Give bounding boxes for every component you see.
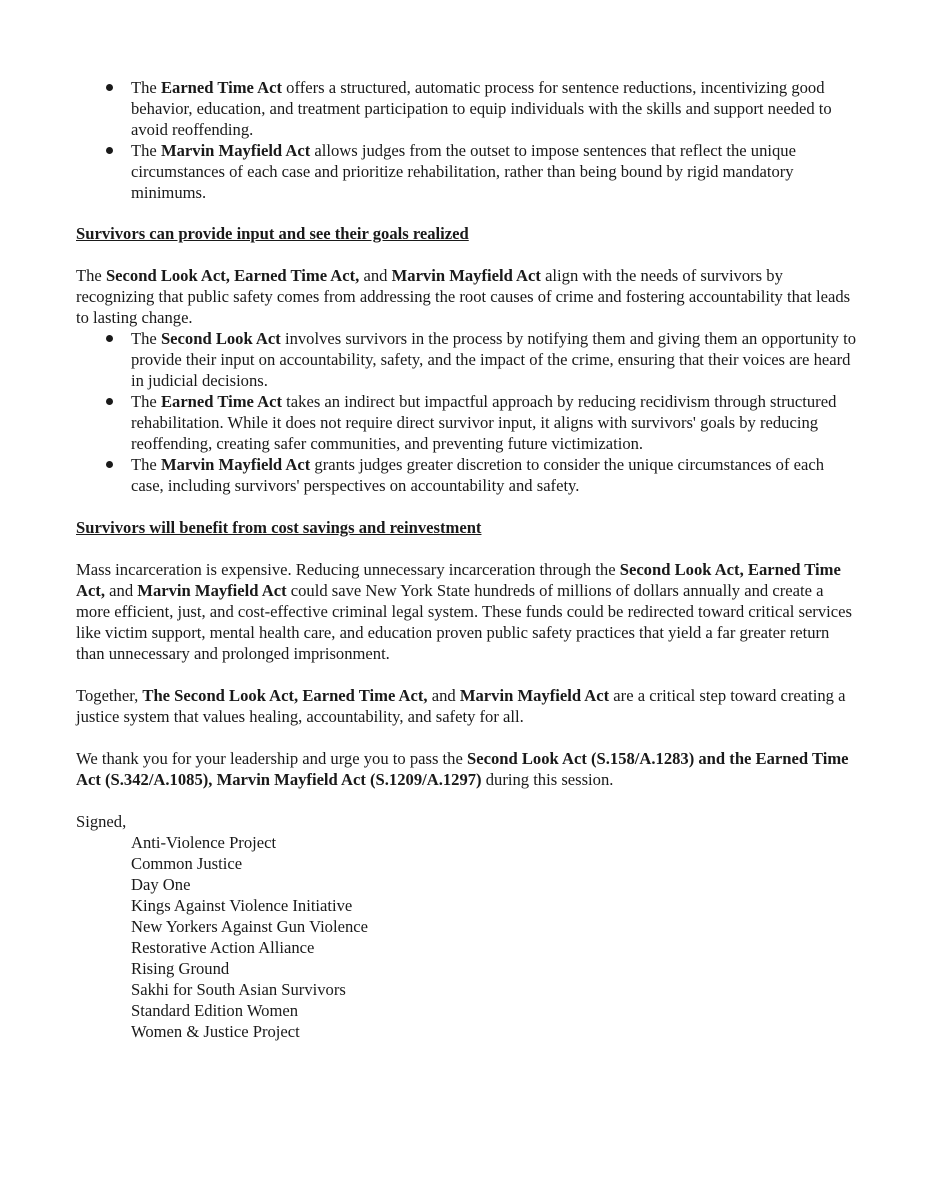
thanks-paragraph: We thank you for your leadership and urge you to pass the Second Look Act (S.158/A.1283) and the Earned Time Act (S.342/A.1085), Marvin Mayfield Act (S.1209/A.1297) during this session. (76, 749, 849, 789)
signatory-org: Common Justice (131, 854, 243, 873)
bullet-dot-icon (106, 335, 113, 342)
section-heading-cost-savings: Survivors will benefit from cost savings and reinvestment (76, 518, 482, 537)
signatory-org: Rising Ground (131, 959, 230, 978)
section-heading-survivor-input: Survivors can provide input and see their goals realized (76, 224, 469, 243)
bullet-dot-icon (106, 461, 113, 468)
bullet-dot-icon (106, 398, 113, 405)
bullet-earned-time: The Earned Time Act takes an indirect but impactful approach by reducing recidivism through structured rehabilitation. While it does not require direct survivor input, it aligns with survivors' goals by reducing reoffending, creating safer communities, and preventing future victimization. (76, 391, 856, 454)
signatory-org: Anti-Violence Project (131, 833, 277, 852)
signatory-org: Sakhi for South Asian Survivors (131, 980, 346, 999)
signatory-org: Restorative Action Alliance (131, 938, 315, 957)
bullet-earned-time: The Earned Time Act offers a structured, automatic process for sentence reductions, incentivizing good behavior, education, and treatment participation to equip individuals with the skills and support needed to avoid reoffending. (76, 77, 856, 140)
bullet-dot-icon (106, 147, 113, 154)
signed-label: Signed, (76, 812, 127, 831)
bullet-marvin-mayfield: The Marvin Mayfield Act grants judges greater discretion to consider the unique circumstances of each case, including survivors' perspectives on accountability and safety. (76, 454, 856, 496)
section2-paragraph: Mass incarceration is expensive. Reducing unnecessary incarceration through the Second Look Act, Earned Time Act, and Marvin Mayfield Act could save New York State hundreds of millions of dollars annually and create a more efficient, just, and cost-effective criminal legal system. These funds could be redirected toward critical services like victim support, mental health care, and education proven public safety practices that yield a far greater return than unnecessary and prolonged imprisonment. (76, 560, 852, 663)
top-bullet-list (76, 77, 856, 203)
signatory-org: Women & Justice Project (131, 1022, 300, 1041)
bullet-second-look: The Second Look Act involves survivors in the process by notifying them and giving them an opportunity to provide their input on accountability, safety, and the impact of the crime, ensuring that their voices are heard in judicial decisions. (76, 328, 856, 391)
signatory-org: New Yorkers Against Gun Violence (131, 917, 368, 936)
signatory-list (76, 832, 856, 1042)
signatory-org: Standard Edition Women (131, 1001, 299, 1020)
letter-page (76, 77, 856, 1042)
together-paragraph: Together, The Second Look Act, Earned Time Act, and Marvin Mayfield Act are a critical step toward creating a justice system that values healing, accountability, and safety for all. (76, 686, 846, 726)
section1-bullet-list (76, 328, 856, 496)
bullet-dot-icon (106, 84, 113, 91)
section1-intro: The Second Look Act, Earned Time Act, and Marvin Mayfield Act align with the needs of survivors by recognizing that public safety comes from addressing the root causes of crime and fostering accountability that leads to lasting change. (76, 266, 851, 327)
signatory-org: Day One (131, 875, 191, 894)
bullet-marvin-mayfield: The Marvin Mayfield Act allows judges from the outset to impose sentences that reflect the unique circumstances of each case and prioritize rehabilitation, rather than being bound by rigid mandatory minimums. (76, 140, 856, 203)
signatory-org: Kings Against Violence Initiative (131, 896, 353, 915)
